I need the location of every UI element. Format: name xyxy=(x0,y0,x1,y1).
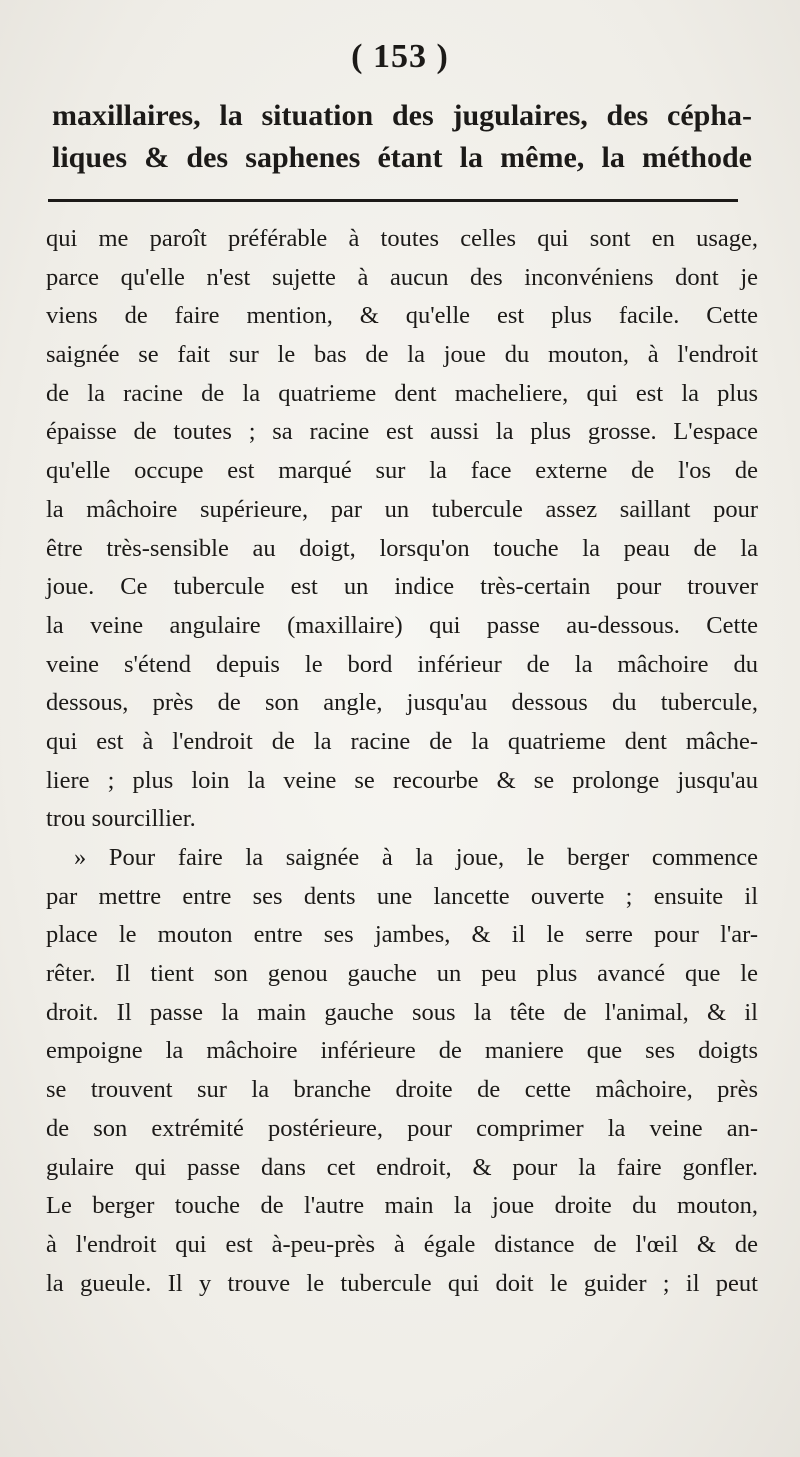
text-line: maxillaires, la situation des jugulaires, des cépha- xyxy=(52,99,752,132)
text-line: place le mouton entre ses jambes, & il le serre pour l'ar- xyxy=(46,921,758,949)
body-text xyxy=(46,220,758,1303)
text-line: épaisse de toutes ; sa racine est aussi la plus grosse. L'espace xyxy=(46,418,758,446)
text-line: de la racine de la quatrieme dent macheliere, qui est la plus xyxy=(46,379,758,407)
text-line: la mâchoire supérieure, par un tubercule assez saillant pour xyxy=(46,495,758,523)
text-line: qui est à l'endroit de la racine de la quatrieme dent mâche- xyxy=(46,727,758,755)
text-line: Le berger touche de l'autre main la joue droite du mouton, xyxy=(46,1192,758,1220)
text-line: droit. Il passe la main gauche sous la tête de l'animal, & il xyxy=(46,998,758,1026)
text-line: par mettre entre ses dents une lancette ouverte ; ensuite il xyxy=(46,882,758,910)
text-line: parce qu'elle n'est sujette à aucun des inconvéniens dont je xyxy=(46,263,758,291)
text-line: qui me paroît préférable à toutes celles qui sont en usage, xyxy=(46,225,758,252)
text-line: se trouvent sur la branche droite de cette mâchoire, près xyxy=(46,1076,758,1104)
text-line: de son extrémité postérieure, pour comprimer la veine an- xyxy=(46,1114,758,1142)
text-line: viens de faire mention, & qu'elle est plus facile. Cette xyxy=(46,302,758,330)
text-line: qu'elle occupe est marqué sur la face externe de l'os de xyxy=(46,457,758,485)
text-line: la veine angulaire (maxillaire) qui passe au-dessous. Cette xyxy=(46,611,758,639)
text-line: liques & des saphenes étant la même, la méthode xyxy=(52,141,752,174)
text-line: saignée se fait sur le bas de la joue du mouton, à l'endroit xyxy=(46,341,758,369)
text-line: à l'endroit qui est à-peu-près à égale distance de l'œil & de xyxy=(46,1230,758,1258)
text-line: liere ; plus loin la veine se recourbe & se prolonge jusqu'au xyxy=(46,766,758,794)
text-line: rêter. Il tient son genou gauche un peu plus avancé que le xyxy=(46,960,758,988)
text-line: empoigne la mâchoire inférieure de maniere que ses doigts xyxy=(46,1037,758,1065)
text-line: être très-sensible au doigt, lorsqu'on touche la peau de la xyxy=(46,534,758,562)
text-line: trou sourcillier. xyxy=(46,805,196,833)
text-line: gulaire qui passe dans cet endroit, & pour la faire gonfler. xyxy=(46,1153,758,1181)
horizontal-rule xyxy=(48,199,738,202)
page-number: ( 153 ) xyxy=(351,38,449,75)
text-line: dessous, près de son angle, jusqu'au dessous du tubercule, xyxy=(46,689,758,717)
text-line: la gueule. Il y trouve le tubercule qui doit le guider ; il peut xyxy=(46,1269,758,1297)
text-line: » Pour faire la saignée à la joue, le berger commence xyxy=(74,844,758,871)
text-line: veine s'étend depuis le bord inférieur de la mâchoire du xyxy=(46,650,758,678)
text-line: joue. Ce tubercule est un indice très-certain pour trouver xyxy=(46,573,758,601)
continued-heading-text xyxy=(52,95,752,179)
